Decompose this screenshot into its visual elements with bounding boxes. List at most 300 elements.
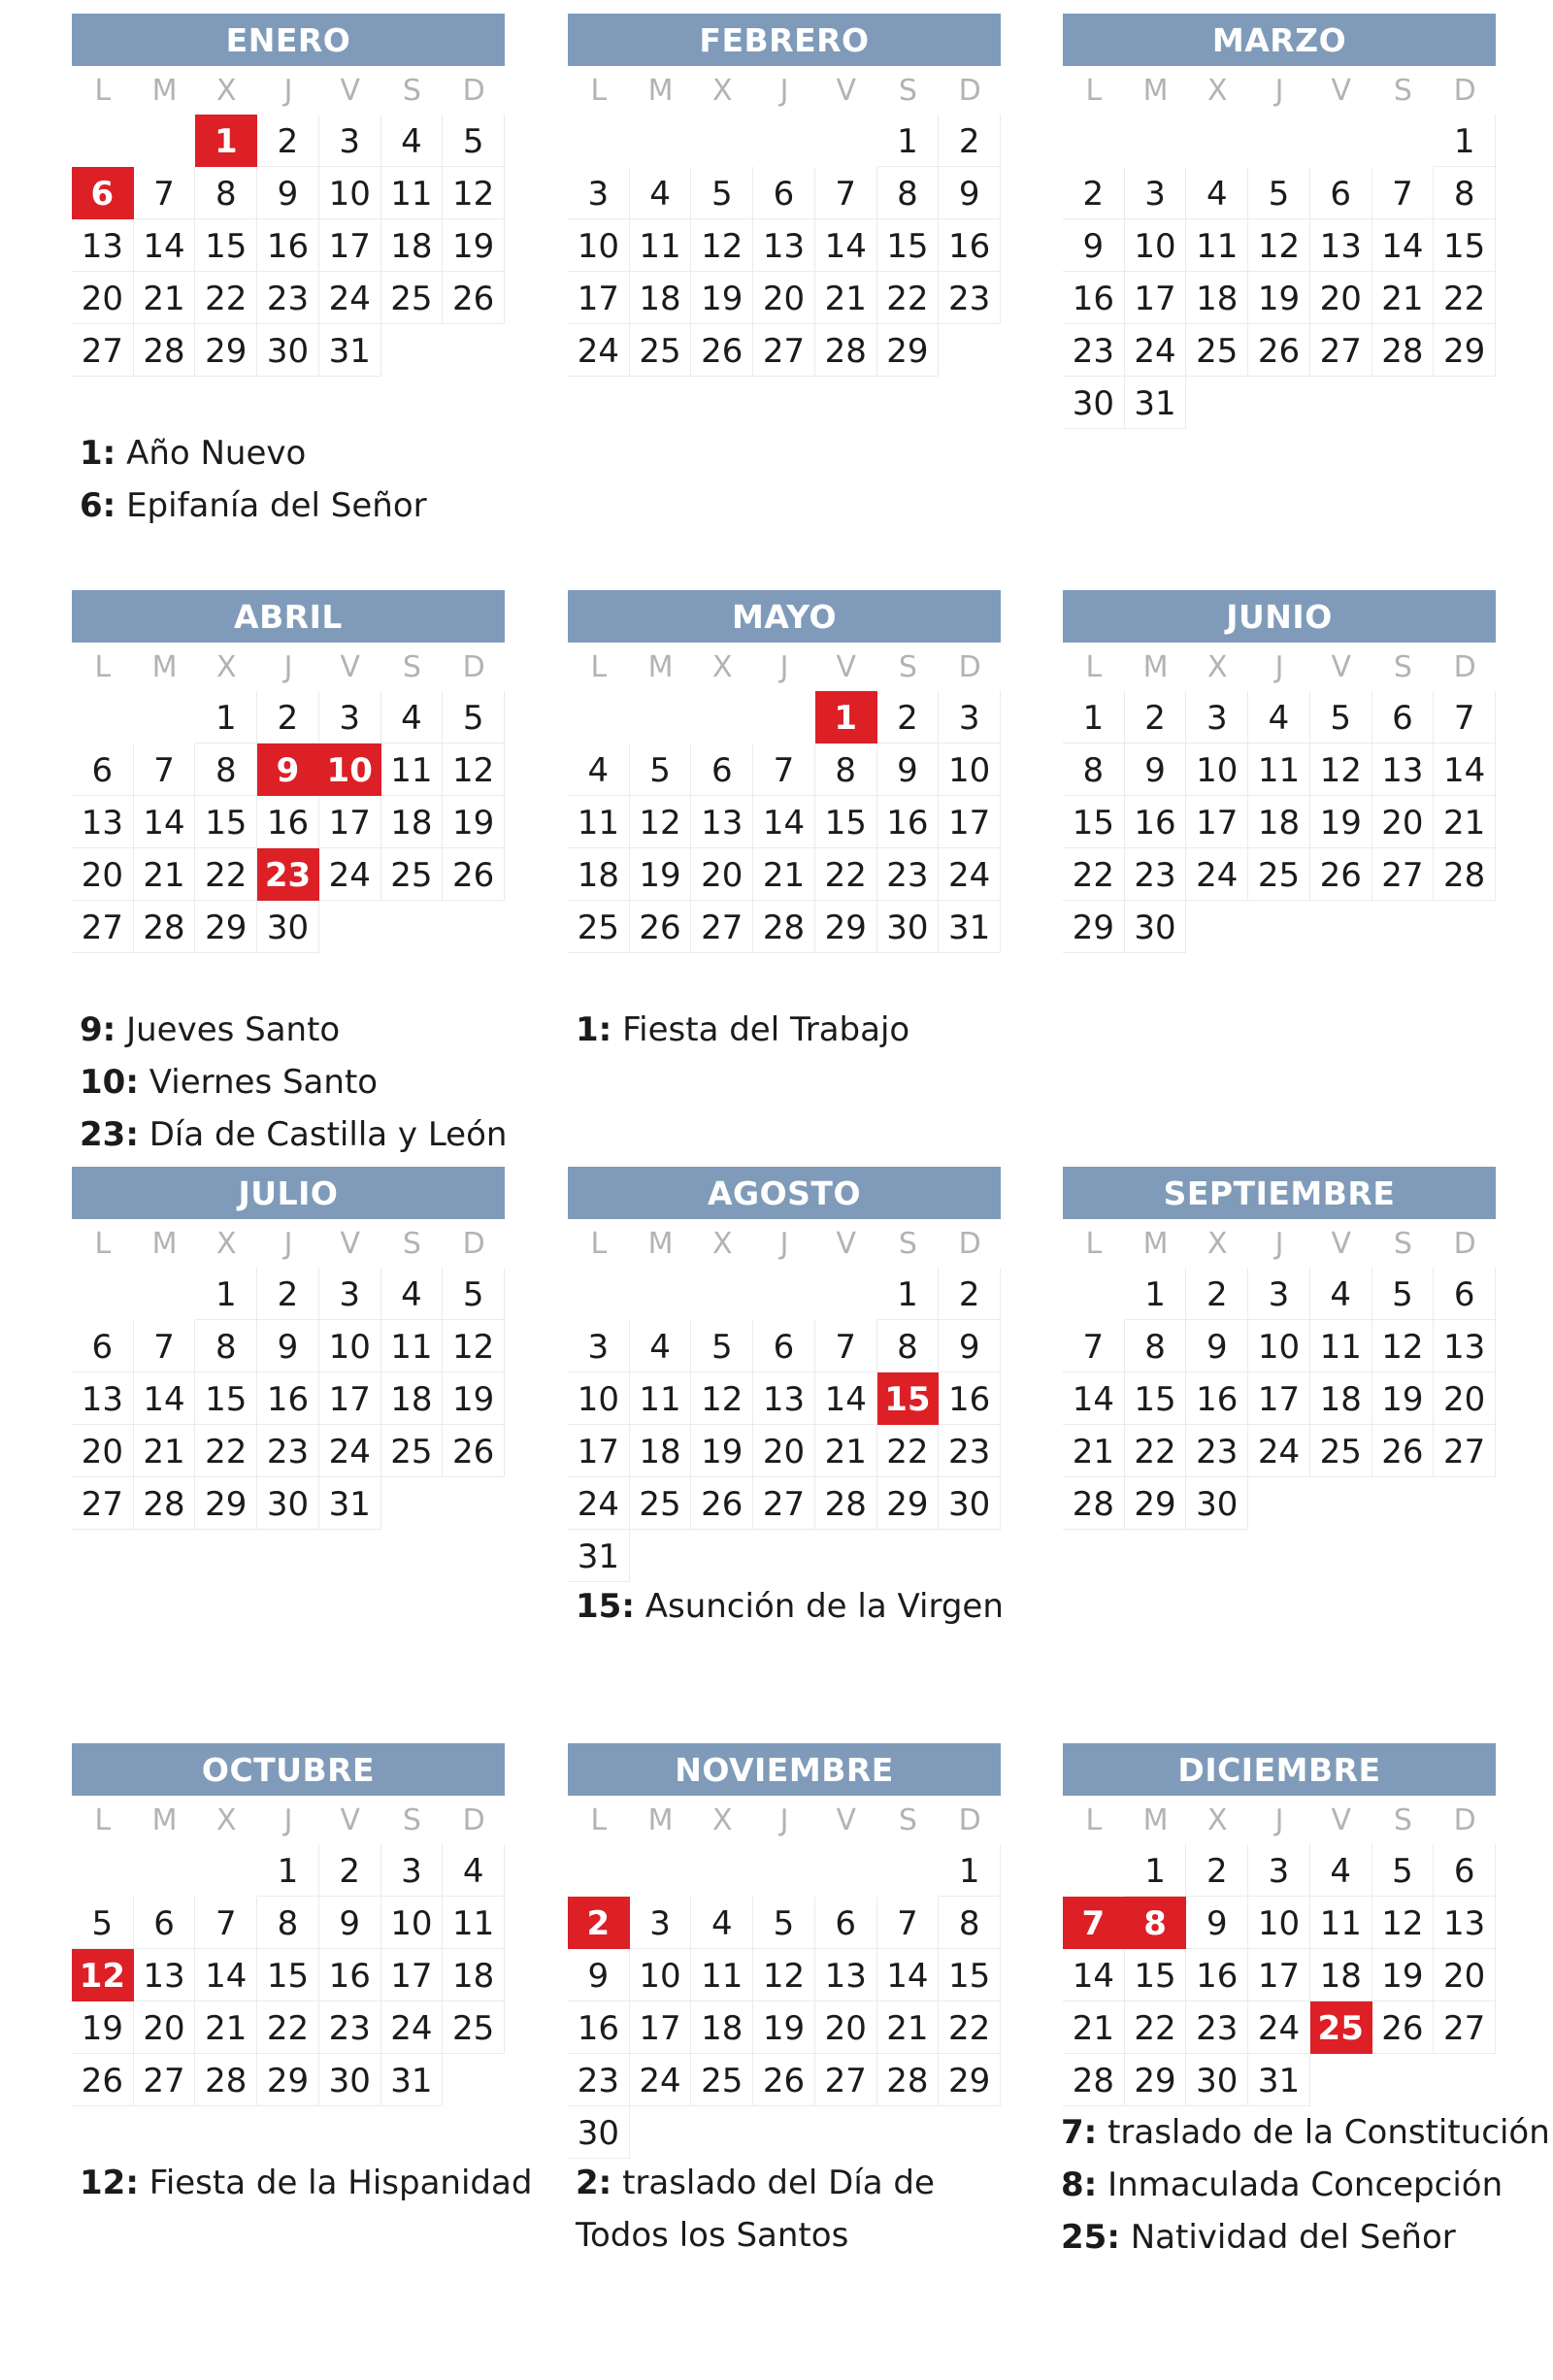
day-cell: 5: [691, 167, 753, 219]
weekday-header: [568, 66, 1001, 115]
day-cell: 6: [691, 744, 753, 796]
weekday-label: X: [1207, 74, 1228, 108]
weekday-label: J: [1274, 1803, 1284, 1837]
holiday-day-cell: 10: [319, 744, 381, 796]
day-cell: 22: [877, 1425, 940, 1477]
day-cell: 13: [72, 796, 134, 848]
month-abril: [72, 590, 505, 953]
day-cell: 13: [815, 1949, 877, 2001]
weekday-label: L: [1085, 1227, 1103, 1261]
empty-day-cell: [1186, 115, 1248, 167]
holiday-note-text: Año Nuevo: [116, 434, 307, 473]
day-cell: 19: [443, 1372, 505, 1425]
day-cell: 4: [568, 744, 630, 796]
month-agosto: [568, 1167, 1001, 1582]
day-cell: 21: [1063, 1425, 1125, 1477]
day-cell: 10: [319, 167, 381, 219]
day-cell: 3: [1248, 1844, 1310, 1897]
day-cell: 4: [1186, 167, 1248, 219]
weekday-label: L: [1085, 1803, 1103, 1837]
day-cell: 6: [72, 1320, 134, 1372]
day-cell: 4: [691, 1897, 753, 1949]
day-cell: 24: [1125, 324, 1187, 377]
day-cell: 29: [195, 901, 257, 953]
weekday-label: S: [898, 74, 917, 108]
day-cell: 24: [381, 2001, 444, 2054]
month-title: ENERO: [72, 14, 505, 66]
weekday-label: V: [836, 1803, 856, 1837]
day-cell: 17: [1248, 1949, 1310, 2001]
day-cell: 26: [443, 848, 505, 901]
day-cell: 17: [319, 1372, 381, 1425]
day-cell: 18: [630, 272, 692, 324]
day-cell: 26: [443, 1425, 505, 1477]
day-cell: 11: [1310, 1320, 1372, 1372]
day-cell: 29: [1434, 324, 1496, 377]
day-cell: 11: [630, 219, 692, 272]
day-cell: 28: [195, 2054, 257, 2106]
day-cell: 19: [691, 272, 753, 324]
day-cell: 24: [319, 1425, 381, 1477]
day-cell: 30: [1125, 901, 1187, 953]
day-cell: 18: [1248, 796, 1310, 848]
day-cell: 21: [1372, 272, 1435, 324]
day-cell: 31: [1125, 377, 1187, 429]
day-cell: 22: [1063, 848, 1125, 901]
weekday-label: X: [216, 74, 237, 108]
day-cell: 29: [815, 901, 877, 953]
day-cell: 19: [753, 2001, 815, 2054]
day-cell: 14: [1434, 744, 1496, 796]
day-cell: 13: [1434, 1320, 1496, 1372]
weekday-label: D: [958, 650, 981, 684]
weekday-label: J: [283, 1803, 293, 1837]
day-cell: 31: [319, 1477, 381, 1530]
empty-day-cell: [691, 691, 753, 744]
day-cell: 22: [195, 848, 257, 901]
month-title: SEPTIEMBRE: [1063, 1167, 1496, 1219]
day-cell: 18: [630, 1425, 692, 1477]
weekday-label: S: [1393, 1803, 1412, 1837]
day-cell: 16: [939, 1372, 1001, 1425]
day-cell: 30: [319, 2054, 381, 2106]
day-cell: 6: [1372, 691, 1435, 744]
day-cell: 20: [815, 2001, 877, 2054]
weekday-label: J: [779, 1227, 789, 1261]
empty-day-cell: [1063, 1844, 1125, 1897]
day-cell: 12: [691, 1372, 753, 1425]
day-cell: 21: [753, 848, 815, 901]
day-cell: 24: [1248, 1425, 1310, 1477]
day-cell: 23: [257, 1425, 319, 1477]
day-cell: 25: [443, 2001, 505, 2054]
day-cell: 28: [1372, 324, 1435, 377]
weekday-label: J: [283, 650, 293, 684]
day-cell: 20: [1434, 1949, 1496, 2001]
day-cell: 23: [257, 272, 319, 324]
day-cell: 28: [1434, 848, 1496, 901]
day-cell: 7: [815, 167, 877, 219]
day-cell: 22: [939, 2001, 1001, 2054]
day-cell: 2: [1186, 1844, 1248, 1897]
day-cell: 17: [630, 2001, 692, 2054]
day-cell: 26: [443, 272, 505, 324]
weekday-label: L: [590, 1227, 608, 1261]
day-cell: 4: [381, 1268, 444, 1320]
day-cell: 25: [691, 2054, 753, 2106]
day-cell: 25: [1186, 324, 1248, 377]
day-cell: 1: [257, 1844, 319, 1897]
empty-day-cell: [134, 1844, 196, 1897]
day-cell: 12: [443, 167, 505, 219]
day-cell: 1: [1125, 1844, 1187, 1897]
day-cell: 10: [1186, 744, 1248, 796]
day-cell: 11: [381, 167, 444, 219]
day-cell: 14: [877, 1949, 940, 2001]
day-grid: [568, 1268, 1001, 1582]
weekday-header: [1063, 1796, 1496, 1844]
day-cell: 10: [568, 1372, 630, 1425]
weekday-label: J: [779, 74, 789, 108]
empty-day-cell: [630, 691, 692, 744]
day-cell: 9: [1125, 744, 1187, 796]
day-cell: 9: [939, 167, 1001, 219]
weekday-label: L: [94, 650, 112, 684]
day-cell: 9: [877, 744, 940, 796]
day-cell: 21: [815, 1425, 877, 1477]
weekday-header: [72, 66, 505, 115]
day-cell: 15: [195, 1372, 257, 1425]
day-cell: 18: [381, 1372, 444, 1425]
weekday-label: J: [1274, 1227, 1284, 1261]
empty-day-cell: [568, 1268, 630, 1320]
empty-day-cell: [691, 1844, 753, 1897]
weekday-label: L: [94, 1227, 112, 1261]
holiday-note-day: 23:: [80, 1115, 139, 1154]
day-cell: 26: [753, 2054, 815, 2106]
day-cell: 12: [443, 744, 505, 796]
day-cell: 24: [630, 2054, 692, 2106]
day-cell: 9: [1186, 1897, 1248, 1949]
weekday-header: [72, 1796, 505, 1844]
day-cell: 17: [1125, 272, 1187, 324]
day-cell: 18: [568, 848, 630, 901]
day-cell: 16: [1186, 1372, 1248, 1425]
weekday-label: X: [216, 650, 237, 684]
weekday-label: V: [340, 1803, 360, 1837]
day-cell: 12: [1310, 744, 1372, 796]
empty-day-cell: [72, 1268, 134, 1320]
day-cell: 11: [1248, 744, 1310, 796]
day-cell: 27: [815, 2054, 877, 2106]
holiday-note-day: 12:: [80, 2164, 139, 2202]
day-cell: 16: [1063, 272, 1125, 324]
day-cell: 28: [134, 1477, 196, 1530]
day-cell: 28: [877, 2054, 940, 2106]
day-cell: 1: [939, 1844, 1001, 1897]
day-cell: 30: [257, 324, 319, 377]
day-cell: 7: [1063, 1320, 1125, 1372]
day-cell: 29: [1125, 2054, 1187, 2106]
day-cell: 13: [1372, 744, 1435, 796]
day-cell: 26: [1372, 2001, 1435, 2054]
holiday-notes: [576, 1580, 1004, 1633]
day-cell: 7: [1372, 167, 1435, 219]
day-cell: 15: [815, 796, 877, 848]
day-cell: 31: [939, 901, 1001, 953]
day-cell: 8: [1434, 167, 1496, 219]
day-cell: 31: [381, 2054, 444, 2106]
day-cell: 15: [1063, 796, 1125, 848]
day-cell: 28: [1063, 2054, 1125, 2106]
holiday-notes: [80, 2157, 532, 2209]
day-cell: 8: [815, 744, 877, 796]
day-cell: 11: [1186, 219, 1248, 272]
day-cell: 29: [195, 324, 257, 377]
day-cell: 20: [1372, 796, 1435, 848]
day-cell: 14: [1063, 1372, 1125, 1425]
weekday-label: V: [836, 650, 856, 684]
holiday-note: [576, 1580, 1004, 1633]
holiday-note: [576, 2157, 964, 2262]
day-cell: 4: [381, 691, 444, 744]
holiday-note: [80, 427, 427, 479]
holiday-note-day: 2:: [576, 2164, 612, 2202]
day-cell: 14: [753, 796, 815, 848]
day-cell: 10: [1125, 219, 1187, 272]
day-cell: 9: [939, 1320, 1001, 1372]
weekday-label: S: [898, 1227, 917, 1261]
day-cell: 7: [134, 1320, 196, 1372]
empty-day-cell: [753, 1844, 815, 1897]
day-grid: [568, 115, 1001, 377]
day-cell: 14: [1063, 1949, 1125, 2001]
day-cell: 19: [1248, 272, 1310, 324]
day-cell: 17: [568, 272, 630, 324]
day-cell: 10: [381, 1897, 444, 1949]
day-cell: 3: [319, 115, 381, 167]
holiday-notes: [576, 2157, 964, 2262]
weekday-header: [72, 643, 505, 691]
day-cell: 15: [1125, 1949, 1187, 2001]
day-cell: 12: [443, 1320, 505, 1372]
day-cell: 20: [753, 272, 815, 324]
day-cell: 3: [568, 167, 630, 219]
weekday-label: V: [836, 1227, 856, 1261]
empty-day-cell: [568, 115, 630, 167]
day-cell: 1: [1434, 115, 1496, 167]
month-title: DICIEMBRE: [1063, 1743, 1496, 1796]
day-cell: 10: [939, 744, 1001, 796]
day-cell: 24: [1248, 2001, 1310, 2054]
day-grid: [72, 1844, 505, 2106]
day-cell: 30: [257, 1477, 319, 1530]
day-cell: 29: [939, 2054, 1001, 2106]
day-cell: 16: [319, 1949, 381, 2001]
weekday-label: X: [1207, 650, 1228, 684]
day-cell: 20: [1434, 1372, 1496, 1425]
month-enero: [72, 14, 505, 377]
holiday-day-cell: 12: [72, 1949, 134, 2001]
day-cell: 22: [1125, 2001, 1187, 2054]
day-cell: 3: [1125, 167, 1187, 219]
day-cell: 18: [1186, 272, 1248, 324]
empty-day-cell: [1248, 115, 1310, 167]
day-cell: 27: [1434, 1425, 1496, 1477]
day-cell: 12: [1372, 1320, 1435, 1372]
day-cell: 28: [1063, 1477, 1125, 1530]
holiday-notes: [80, 1004, 507, 1161]
holiday-note-text: Fiesta del Trabajo: [611, 1010, 910, 1049]
weekday-label: S: [1393, 650, 1412, 684]
weekday-label: D: [462, 650, 485, 684]
day-cell: 24: [319, 848, 381, 901]
holiday-note: [1061, 2211, 1550, 2264]
day-cell: 29: [257, 2054, 319, 2106]
day-cell: 12: [630, 796, 692, 848]
day-cell: 5: [1248, 167, 1310, 219]
day-cell: 8: [1125, 1320, 1187, 1372]
day-cell: 1: [877, 115, 940, 167]
day-cell: 5: [72, 1897, 134, 1949]
day-cell: 8: [1063, 744, 1125, 796]
day-cell: 31: [319, 324, 381, 377]
empty-day-cell: [568, 1844, 630, 1897]
day-grid: [72, 691, 505, 953]
empty-day-cell: [630, 1268, 692, 1320]
day-cell: 2: [319, 1844, 381, 1897]
month-octubre: [72, 1743, 505, 2106]
month-marzo: [1063, 14, 1496, 429]
holiday-note-day: 8:: [1061, 2165, 1098, 2204]
day-cell: 29: [1063, 901, 1125, 953]
day-cell: 23: [1125, 848, 1187, 901]
day-cell: 23: [939, 272, 1001, 324]
day-cell: 17: [319, 219, 381, 272]
day-cell: 19: [443, 796, 505, 848]
day-cell: 12: [1372, 1897, 1435, 1949]
weekday-label: S: [402, 74, 421, 108]
day-cell: 23: [877, 848, 940, 901]
holiday-day-cell: 15: [877, 1372, 940, 1425]
day-cell: 7: [815, 1320, 877, 1372]
empty-day-cell: [1310, 115, 1372, 167]
weekday-label: M: [151, 1803, 178, 1837]
day-grid: [72, 115, 505, 377]
month-title: JUNIO: [1063, 590, 1496, 643]
weekday-label: D: [462, 74, 485, 108]
holiday-note: [1061, 2106, 1550, 2159]
weekday-label: S: [898, 1803, 917, 1837]
day-cell: 11: [1310, 1897, 1372, 1949]
day-cell: 26: [1248, 324, 1310, 377]
day-cell: 22: [1125, 1425, 1187, 1477]
day-cell: 1: [1063, 691, 1125, 744]
day-cell: 7: [134, 167, 196, 219]
day-cell: 19: [630, 848, 692, 901]
day-cell: 9: [257, 167, 319, 219]
day-cell: 13: [753, 219, 815, 272]
month-julio: [72, 1167, 505, 1530]
empty-day-cell: [1063, 1268, 1125, 1320]
day-cell: 9: [1186, 1320, 1248, 1372]
empty-day-cell: [753, 115, 815, 167]
day-cell: 28: [134, 901, 196, 953]
holiday-day-cell: 2: [568, 1897, 630, 1949]
day-cell: 15: [877, 219, 940, 272]
weekday-label: L: [1085, 650, 1103, 684]
day-cell: 20: [753, 1425, 815, 1477]
day-cell: 17: [1186, 796, 1248, 848]
day-cell: 29: [195, 1477, 257, 1530]
day-cell: 3: [630, 1897, 692, 1949]
holiday-note-text: Fiesta de la Hispanidad: [138, 2164, 533, 2202]
day-cell: 30: [568, 2106, 630, 2159]
day-cell: 12: [753, 1949, 815, 2001]
day-cell: 29: [1125, 1477, 1187, 1530]
weekday-label: X: [712, 74, 733, 108]
day-cell: 14: [815, 219, 877, 272]
holiday-note-day: 1:: [80, 434, 116, 473]
weekday-label: M: [1142, 1803, 1169, 1837]
day-grid: [568, 691, 1001, 953]
day-cell: 27: [72, 324, 134, 377]
day-cell: 21: [134, 272, 196, 324]
day-cell: 18: [691, 2001, 753, 2054]
day-cell: 11: [568, 796, 630, 848]
day-cell: 19: [1372, 1372, 1435, 1425]
weekday-header: [568, 1796, 1001, 1844]
day-cell: 16: [877, 796, 940, 848]
weekday-label: S: [402, 1803, 421, 1837]
weekday-label: S: [402, 1227, 421, 1261]
day-cell: 27: [691, 901, 753, 953]
holiday-note: [80, 1108, 507, 1161]
holiday-note-text: Viernes Santo: [138, 1063, 379, 1102]
weekday-label: S: [1393, 1227, 1412, 1261]
day-cell: 26: [691, 1477, 753, 1530]
day-cell: 2: [939, 1268, 1001, 1320]
day-cell: 10: [630, 1949, 692, 2001]
day-cell: 5: [630, 744, 692, 796]
day-cell: 26: [1310, 848, 1372, 901]
weekday-label: M: [1142, 74, 1169, 108]
day-cell: 6: [1434, 1268, 1496, 1320]
holiday-note: [1061, 2159, 1550, 2211]
day-cell: 25: [381, 272, 444, 324]
day-cell: 15: [1125, 1372, 1187, 1425]
day-grid: [1063, 1844, 1496, 2106]
weekday-label: X: [712, 650, 733, 684]
weekday-label: X: [1207, 1803, 1228, 1837]
holiday-note-day: 9:: [80, 1010, 116, 1049]
day-cell: 2: [877, 691, 940, 744]
day-cell: 24: [568, 324, 630, 377]
day-cell: 14: [134, 219, 196, 272]
day-cell: 11: [443, 1897, 505, 1949]
holiday-note-text: traslado del Día de Todos los Santos: [576, 2164, 935, 2255]
holiday-note-text: Inmaculada Concepción: [1097, 2165, 1503, 2204]
day-cell: 16: [257, 1372, 319, 1425]
weekday-label: J: [283, 1227, 293, 1261]
empty-day-cell: [877, 1844, 940, 1897]
day-cell: 3: [319, 691, 381, 744]
day-cell: 10: [1248, 1320, 1310, 1372]
day-cell: 5: [1372, 1844, 1435, 1897]
day-cell: 27: [1310, 324, 1372, 377]
holiday-note-day: 15:: [576, 1587, 635, 1626]
day-cell: 4: [381, 115, 444, 167]
